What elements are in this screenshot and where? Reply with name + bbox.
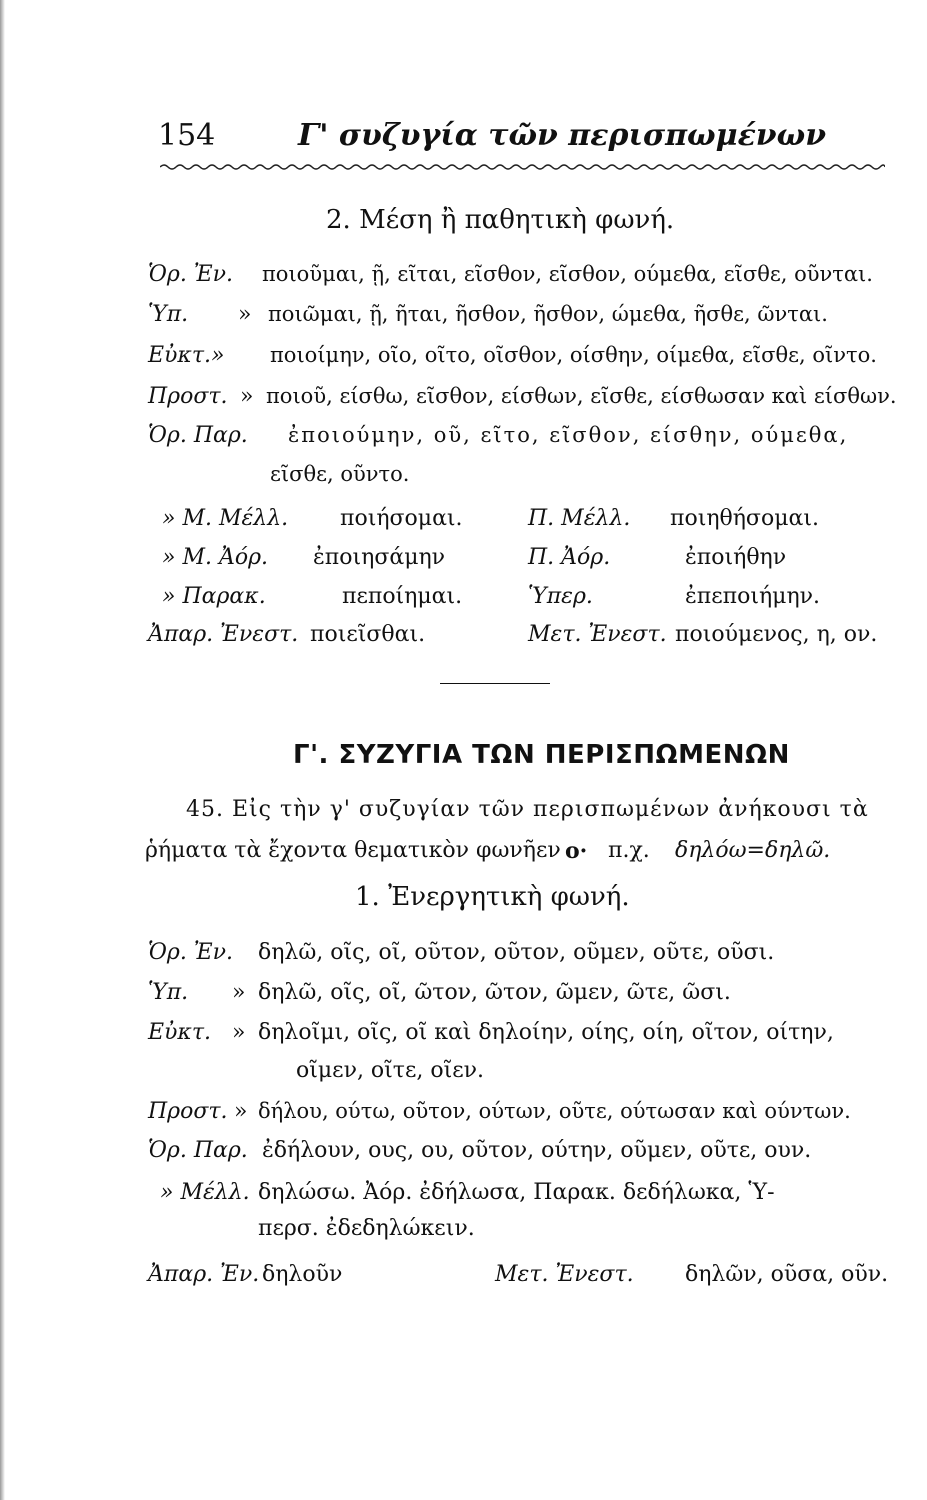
row-forms: δηλῶ, οῖς, οῖ, οῦτον, οῦτον, οῦμεν, οῦτε, οῦσι. bbox=[258, 940, 775, 965]
row-label: Εὐκτ.» bbox=[148, 343, 225, 368]
theme-vowel: ο· bbox=[565, 838, 588, 864]
row-label: Ὁρ. Ἐν. bbox=[148, 262, 233, 287]
row-forms: εῖσθε, οῦντο. bbox=[270, 462, 410, 486]
section-divider bbox=[440, 683, 550, 684]
row-label: Εὐκτ. bbox=[148, 1020, 212, 1045]
paragraph-text: ῥήματα τὰ ἔχοντα θεματικὸν φωνῆεν bbox=[145, 838, 561, 863]
right-value: ἐποιήθην bbox=[685, 545, 787, 570]
right-label: Μετ. Ἐνεστ. bbox=[528, 622, 667, 647]
row-forms: περσ. ἐδεδηλώκειν. bbox=[258, 1216, 475, 1241]
header-wavy-rule bbox=[160, 162, 885, 172]
left-label: » Μ. Μέλλ. bbox=[162, 506, 289, 531]
row-forms: δήλου, ούτω, οῦτον, ούτων, οῦτε, ούτωσαν καὶ ούντων. bbox=[258, 1099, 851, 1123]
row-forms: ποιοῦ, είσθω, εῖσθον, είσθων, εῖσθε, είσθωσαν καὶ είσθων. bbox=[266, 384, 897, 408]
ditto-mark: » bbox=[240, 384, 254, 409]
passive-voice-subtitle: 2. Μέση ἢ παθητικὴ φωνή. bbox=[326, 205, 675, 235]
row-label: Προστ. bbox=[148, 1099, 228, 1124]
row-label: Ὑπ. bbox=[148, 302, 189, 327]
right-label: Ὑπερ. bbox=[528, 584, 593, 609]
abbrev-example: π.χ. bbox=[608, 838, 650, 863]
ditto-mark: » bbox=[238, 302, 252, 327]
row-forms: δηλώσω. Ἀόρ. ἐδήλωσα, Παρακ. δεδήλωκα, Ὑ- bbox=[258, 1180, 775, 1205]
row-label: Προστ. bbox=[148, 384, 228, 409]
row-label: Ὁρ. Ἐν. bbox=[148, 940, 233, 965]
row-forms: ποιοῦμαι, ῇ, εῖται, εῖσθον, εῖσθον, ούμεθα, εῖσθε, οῦνται. bbox=[262, 262, 873, 286]
left-label: » Παρακ. bbox=[162, 584, 266, 609]
left-value: ἐποιησάμην bbox=[313, 545, 446, 570]
ditto-mark: » bbox=[234, 1099, 248, 1124]
right-value: ποιούμενος, η, ον. bbox=[675, 622, 878, 647]
active-voice-subtitle: 1. Ἐνεργητικὴ φωνή. bbox=[355, 882, 630, 912]
row-forms: ποιῶμαι, ῇ, ῆται, ῆσθον, ῆσθον, ώμεθα, ῆσθε, ῶνται. bbox=[268, 302, 828, 326]
scan-edge bbox=[0, 0, 5, 1500]
right-value: δηλῶν, οῦσα, οῦν. bbox=[685, 1262, 889, 1287]
row-forms: δηλοῖμι, οῖς, οῖ καὶ δηλοίην, οίης, οίη, οῖτον, οίτην, bbox=[258, 1020, 834, 1045]
row-label: Ὑπ. bbox=[148, 980, 189, 1005]
right-label: Π. Ἀόρ. bbox=[528, 545, 611, 570]
left-label: » Μ. Ἀόρ. bbox=[162, 545, 269, 570]
left-value: πεποίημαι. bbox=[342, 584, 463, 609]
right-label: Π. Μέλλ. bbox=[528, 506, 631, 531]
row-forms: οῖμεν, οῖτε, οῖεν. bbox=[296, 1058, 484, 1083]
right-value: ἐπεποιήμην. bbox=[685, 584, 821, 609]
row-label: Ὁρ. Παρ. bbox=[148, 423, 248, 448]
row-forms: ἐποιούμην, οῦ, εῖτο, εῖσθον, είσθην, ούμεθα, bbox=[288, 423, 849, 447]
left-label: Ἀπαρ. Ἐνεστ. bbox=[148, 622, 299, 647]
row-label: » Μέλλ. bbox=[160, 1180, 250, 1205]
row-label: Ὁρ. Παρ. bbox=[148, 1138, 248, 1163]
left-value: δηλοῦν bbox=[262, 1262, 343, 1287]
row-forms: δηλῶ, οῖς, οῖ, ῶτον, ῶτον, ῶμεν, ῶτε, ῶσι. bbox=[258, 980, 731, 1005]
right-label: Μετ. Ἐνεστ. bbox=[495, 1262, 634, 1287]
left-value: ποιεῖσθαι. bbox=[310, 622, 426, 647]
row-forms: ποιοίμην, οῖο, οῖτο, οῖσθον, οίσθην, οίμεθα, εῖσθε, οῖντο. bbox=[270, 343, 877, 367]
left-label: Ἀπαρ. Ἐν. bbox=[148, 1262, 260, 1287]
example-verb: δηλόω=δηλῶ. bbox=[675, 838, 831, 863]
right-value: ποιηθήσομαι. bbox=[670, 506, 819, 531]
ditto-mark: » bbox=[232, 1020, 246, 1045]
running-head: Γ' συζυγία τῶν περισπωμένων bbox=[298, 118, 827, 153]
page-number: 154 bbox=[158, 118, 216, 153]
chapter-title: Γ'. ΣΥΖΥΓΙΑ ΤΩΝ ΠΕΡΙΣΠΩΜΕΝΩΝ bbox=[293, 740, 790, 770]
ditto-mark: » bbox=[232, 980, 246, 1005]
paragraph-text: 45. Εἰς τὴν γ' συζυγίαν τῶν περισπωμένων ἀνήκουσι τὰ bbox=[186, 797, 869, 822]
left-value: ποιήσομαι. bbox=[340, 506, 463, 531]
row-forms: ἐδήλουν, ους, ου, οῦτον, ούτην, οῦμεν, οῦτε, ουν. bbox=[262, 1138, 812, 1163]
